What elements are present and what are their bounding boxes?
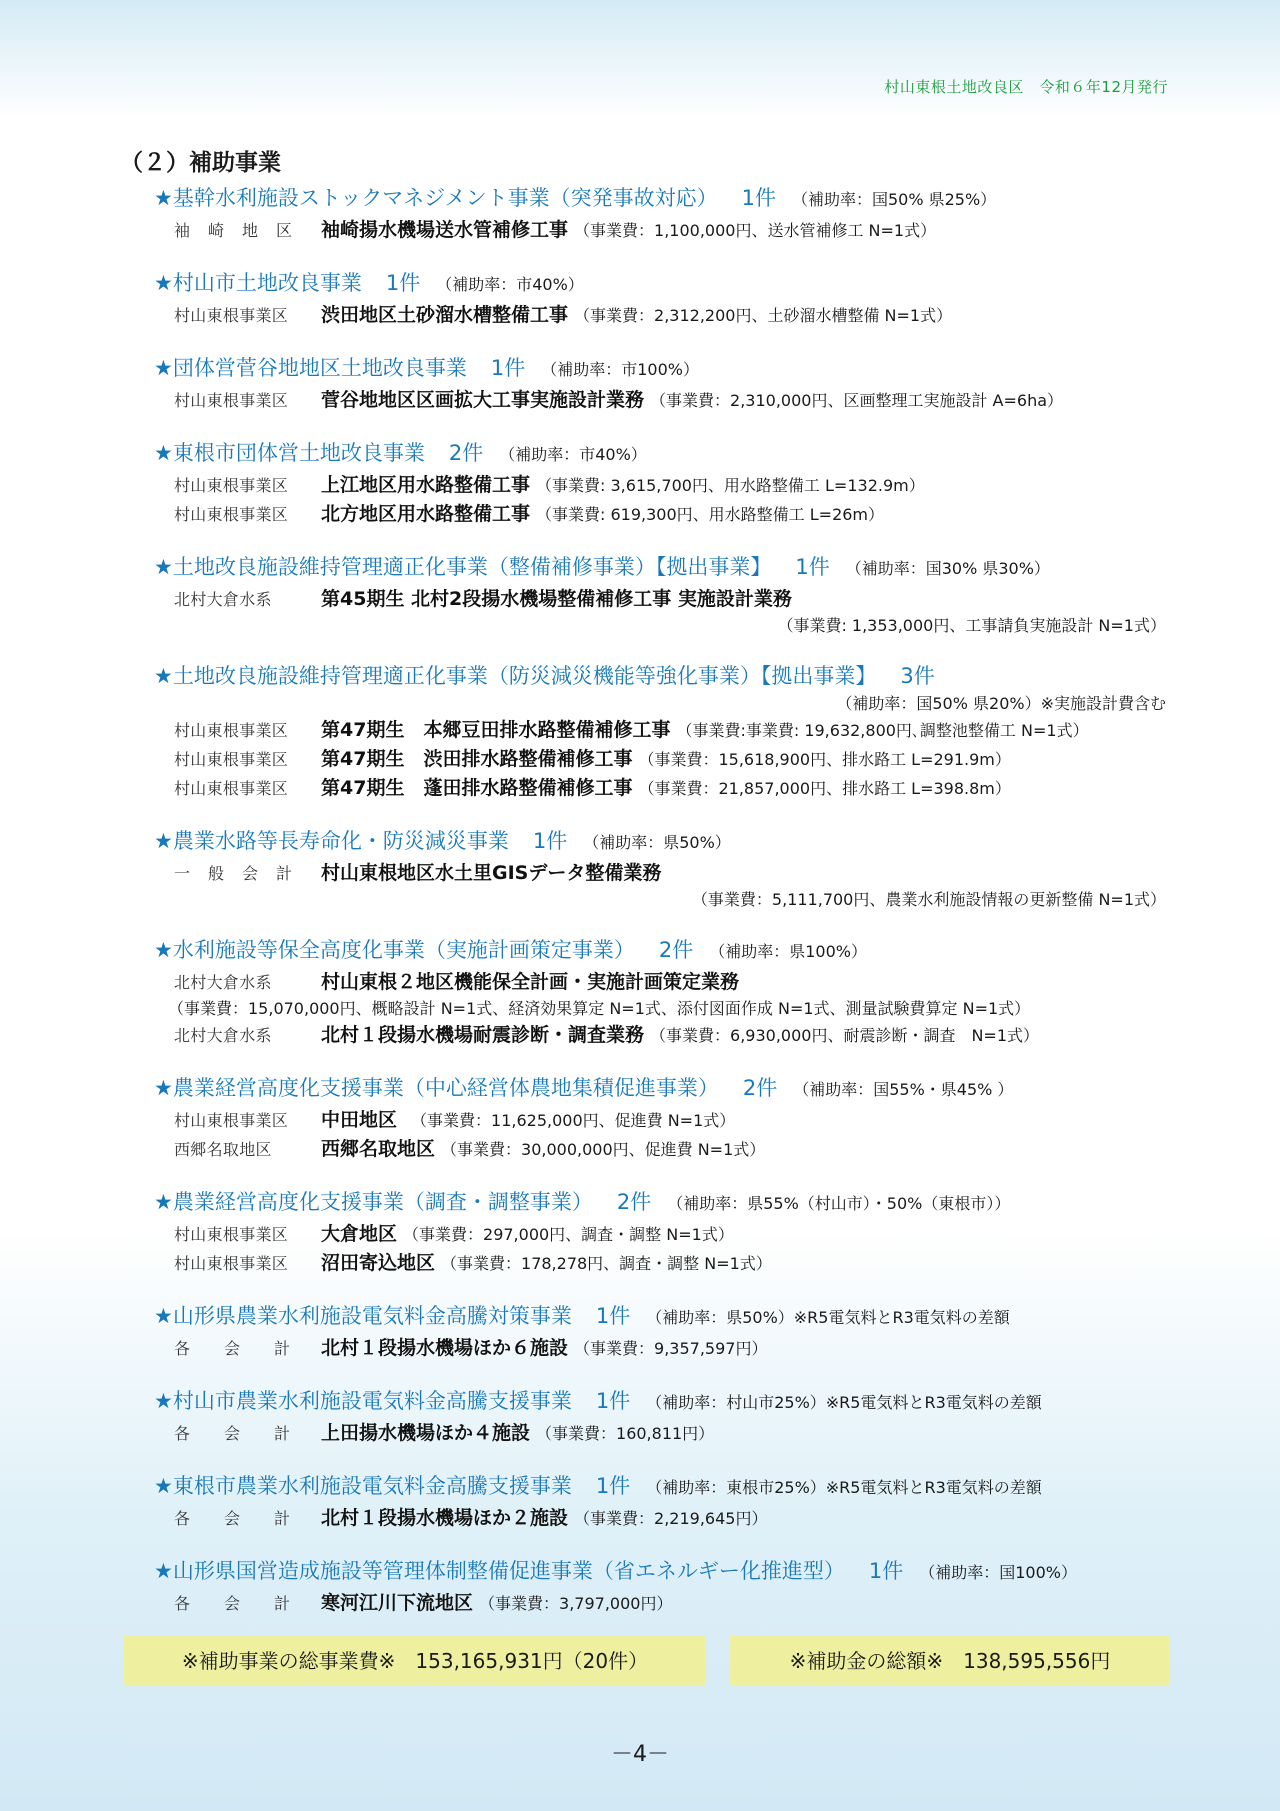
project-rate: （補助率：県100%） (709, 942, 867, 961)
work-row (154, 1419, 1174, 1448)
work-name: 第45期生 北村2段揚水機場整備補修工事 実施設計業務 (321, 588, 792, 610)
work-name: 上田揚水機場ほか４施設 (321, 1422, 531, 1444)
work-cost: （事業費：1,100,000円、送水管補修工 N=1式） (574, 221, 937, 240)
work-name: 村山東根２地区機能保全計画・実施計画策定業務 (321, 971, 740, 993)
work-row (154, 1504, 1174, 1533)
project-count: 3件 (900, 664, 935, 688)
work-cost: （事業費：297,000円、調査・調整 N=1式） (403, 1225, 734, 1244)
project-count: 1件 (795, 555, 830, 579)
work-name: 北村１段揚水機場ほか２施設 (321, 1507, 569, 1529)
project-title: ★基幹水利施設ストックマネジメント事業（突発事故対応） (154, 186, 718, 210)
work-name: 寒河江川下流地区 (321, 1592, 474, 1614)
work-row (154, 500, 1174, 529)
project-count: 2件 (742, 1076, 778, 1100)
page-number: －4－ (611, 1742, 669, 1767)
work-cost: （事業費: 619,300円、用水路整備工 L=26m） (536, 505, 885, 524)
district: 北村大倉水系 (174, 590, 272, 609)
work-row (154, 386, 1174, 415)
work-row (154, 774, 1174, 803)
org-name: 村山東根土地改良区 (884, 78, 1024, 96)
work-name: 北村１段揚水機場ほか６施設 (321, 1337, 569, 1359)
project-count: 1件 (595, 1389, 631, 1413)
work-name: 第47期生 蓬田排水路整備補修工事 (321, 777, 633, 799)
district: 北村大倉水系 (174, 1026, 272, 1045)
work-name: 第47期生 本郷豆田排水路整備補修工事 (321, 719, 671, 741)
work-row (154, 585, 1174, 614)
district: 村山東根事業区 (174, 1225, 289, 1244)
district: 一般会計 (174, 864, 311, 883)
work-cost: （事業費：2,312,200円、土砂溜水槽整備 N=1式） (574, 306, 953, 325)
work-name: 菅谷地地区区画拡大工事実施設計業務 (321, 389, 645, 411)
project-title: ★村山市土地改良事業 (154, 271, 362, 295)
work-row (154, 968, 1174, 997)
project-rate: （補助率：市40%） (436, 275, 584, 294)
project-item (154, 1186, 1174, 1278)
work-name: 袖崎揚水機場送水管補修工事 (321, 219, 569, 241)
project-count: 1件 (868, 1559, 904, 1583)
project-title: ★山形県農業水利施設電気料金高騰対策事業 (154, 1304, 572, 1328)
work-row (154, 716, 1174, 745)
district: 村山東根事業区 (174, 779, 289, 798)
total-cost-box: ※補助事業の総事業費※ 153,165,931円（20件） (124, 1636, 706, 1686)
project-item (154, 825, 1174, 912)
project-rate: （補助率：国55%・県45% ） (793, 1080, 1014, 1099)
project-rate: （補助率：東根市25%）※R5電気料とR3電気料の差額 (646, 1478, 1042, 1497)
district: 村山東根事業区 (174, 721, 289, 740)
project-count: 1件 (741, 186, 776, 210)
work-name: 西郷名取地区 (321, 1138, 436, 1160)
work-cost: （事業費: 1,353,000円、工事請負実施設計 N=1式） (777, 616, 1166, 635)
project-title: ★農業経営高度化支援事業（調査・調整事業） (154, 1190, 593, 1214)
work-row (154, 301, 1174, 330)
district: 村山東根事業区 (174, 505, 289, 524)
work-cost: （事業費: 3,615,700円、用水路整備工 L=132.9m） (536, 476, 925, 495)
project-list (154, 182, 1174, 1640)
project-item (154, 182, 1174, 245)
district: 各会計 (174, 1594, 325, 1613)
project-count: 1件 (385, 271, 421, 295)
project-item (154, 660, 1174, 803)
project-item (154, 1555, 1174, 1618)
district: 村山東根事業区 (174, 391, 289, 410)
work-name: 中田地区 (321, 1109, 398, 1131)
work-cost: （事業費:事業費: 19,632,800円､調整池整備工 N=1式） (676, 721, 1089, 740)
work-cost: （事業費：30,000,000円、促進費 N=1式） (441, 1140, 766, 1159)
project-title: ★山形県国営造成施設等管理体制整備促進事業（省エネルギー化推進型） (154, 1559, 845, 1583)
project-rate: （補助率：国30% 県30%） (845, 559, 1050, 578)
work-row (154, 1334, 1174, 1363)
project-rate: （補助率：国100%） (919, 1563, 1077, 1582)
project-title: ★農業経営高度化支援事業（中心経営体農地集積促進事業） (154, 1076, 719, 1100)
project-rate: （補助率：国50% 県25%） (791, 190, 997, 209)
work-row (154, 1220, 1174, 1249)
work-name: 北方地区用水路整備工事 (321, 503, 531, 525)
work-row (154, 1589, 1174, 1618)
district: 村山東根事業区 (174, 1254, 289, 1273)
district: 西郷名取地区 (174, 1140, 272, 1159)
work-cost: （事業費：3,797,000円） (479, 1594, 673, 1613)
district: 各会計 (174, 1424, 325, 1443)
work-row (154, 216, 1174, 245)
work-cost: （事業費：9,357,597円） (574, 1339, 768, 1358)
project-item (154, 437, 1174, 529)
project-item (154, 267, 1174, 330)
project-title: ★農業水路等長寿命化・防災減災事業 (154, 829, 509, 853)
district: 北村大倉水系 (174, 973, 272, 992)
work-cost: （事業費：15,070,000円、概略設計 N=1式、経済効果算定 N=1式、添付図面作成 N=1式、測量試験費算定 N=1式） (168, 999, 1031, 1018)
work-row (154, 745, 1174, 774)
project-rate: （補助率：市40%） (499, 445, 647, 464)
work-name: 第47期生 渋田排水路整備補修工事 (321, 748, 633, 770)
work-cost: （事業費：21,857,000円、排水路工 L=398.8m） (638, 779, 1011, 798)
district: 各会計 (174, 1339, 325, 1358)
project-count: 2件 (448, 441, 484, 465)
project-title: ★東根市農業水利施設電気料金高騰支援事業 (154, 1474, 572, 1498)
district: 村山東根事業区 (174, 306, 289, 325)
work-name: 上江地区用水路整備工事 (321, 474, 531, 496)
project-rate: （補助率：市100%） (541, 360, 699, 379)
work-name: 北村１段揚水機場耐震診断・調査業務 (321, 1024, 645, 1046)
project-title: ★東根市団体営土地改良事業 (154, 441, 425, 465)
totals-bar (124, 1636, 1170, 1686)
work-row (154, 1021, 1174, 1050)
project-title: ★土地改良施設維持管理適正化事業（防災減災機能等強化事業）【拠出事業】 (154, 664, 877, 688)
project-rate: （補助率：国50% 県20%）※実施設計費含む (836, 694, 1166, 713)
project-item (154, 1300, 1174, 1363)
work-row (154, 1135, 1174, 1164)
work-cost: （事業費：2,219,645円） (574, 1509, 768, 1528)
project-title: ★団体営菅谷地地区土地改良事業 (154, 356, 467, 380)
project-count: 2件 (616, 1190, 652, 1214)
work-row (154, 1249, 1174, 1278)
project-item (154, 551, 1174, 638)
project-rate: （補助率：県55%（村山市）・50%（東根市）） (667, 1194, 1011, 1213)
project-count: 1件 (595, 1304, 631, 1328)
work-row (154, 859, 1174, 888)
work-cost: （事業費：5,111,700円、農業水利施設情報の更新整備 N=1式） (691, 890, 1166, 909)
work-row (154, 1106, 1174, 1135)
district: 村山東根事業区 (174, 476, 289, 495)
project-title: ★土地改良施設維持管理適正化事業（整備補修事業）【拠出事業】 (154, 555, 772, 579)
project-title: ★水利施設等保全高度化事業（実施計画策定事業） (154, 938, 635, 962)
work-row (154, 471, 1174, 500)
project-count: 2件 (658, 938, 694, 962)
project-item (154, 934, 1174, 1050)
project-rate: （補助率：村山市25%）※R5電気料とR3電気料の差額 (646, 1393, 1042, 1412)
work-cost: （事業費：160,811円） (536, 1424, 715, 1443)
project-title: ★村山市農業水利施設電気料金高騰支援事業 (154, 1389, 572, 1413)
issue-header (884, 76, 1168, 97)
project-item (154, 1072, 1174, 1164)
work-cost: （事業費：15,618,900円、排水路工 L=291.9m） (638, 750, 1011, 769)
project-item (154, 1385, 1174, 1448)
work-cost: （事業費：178,278円、調査・調整 N=1式） (441, 1254, 772, 1273)
work-name: 大倉地区 (321, 1223, 398, 1245)
work-cost: （事業費：6,930,000円、耐震診断・調査 N=1式） (650, 1026, 1040, 1045)
issue-date: 令和６年12月発行 (1039, 78, 1168, 96)
work-name: 村山東根地区水土里GISデータ整備業務 (321, 862, 662, 884)
project-count: 1件 (490, 356, 526, 380)
project-item (154, 352, 1174, 415)
work-name: 沼田寄込地区 (321, 1252, 436, 1274)
work-cost: （事業費：11,625,000円、促進費 N=1式） (403, 1111, 736, 1130)
project-count: 1件 (532, 829, 568, 853)
work-cost: （事業費：2,310,000円、区画整理工実施設計 A=6ha） (650, 391, 1064, 410)
project-rate: （補助率：県50%） (583, 833, 731, 852)
project-item (154, 1470, 1174, 1533)
work-name: 渋田地区土砂溜水槽整備工事 (321, 304, 569, 326)
district: 村山東根事業区 (174, 1111, 289, 1130)
project-count: 1件 (595, 1474, 631, 1498)
total-subsidy-box: ※補助金の総額※ 138,595,556円 (730, 1636, 1170, 1686)
district: 袖崎地区 (174, 221, 311, 240)
project-rate: （補助率：県50%）※R5電気料とR3電気料の差額 (646, 1308, 1010, 1327)
section-title: （２）補助事業 (120, 150, 281, 176)
district: 各会計 (174, 1509, 325, 1528)
district: 村山東根事業区 (174, 750, 289, 769)
